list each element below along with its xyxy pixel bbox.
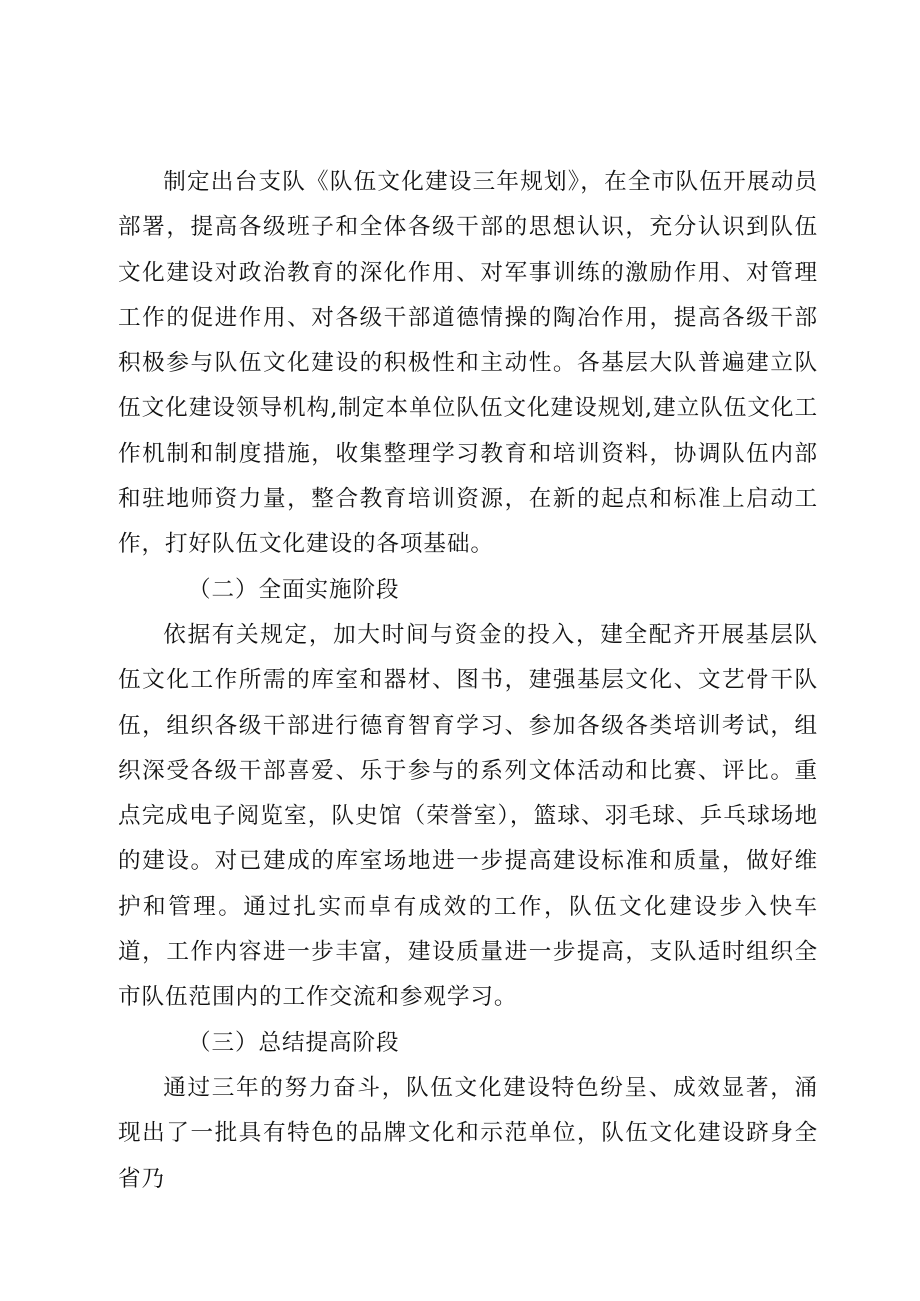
paragraph-summary: 通过三年的努力奋斗，队伍文化建设特色纷呈、成效显著，涌现出了一批具有特色的品牌文化和示范单位，队伍文化建设跻身全省乃 — [118, 1074, 818, 1192]
document-body — [118, 160, 818, 1202]
section-heading-implementation: （二）全面实施阶段 — [188, 576, 400, 603]
paragraph-implementation: 依据有关规定，加大时间与资金的投入，建全配齐开展基层队伍文化工作所需的库室和器材、图书，建强基层文化、文艺骨干队伍，组织各级干部进行德育智育学习、参加各级各类培训考试，组织深受各级干部喜爱、乐于参与的系列文体活动和比赛、评比。重点完成电子阅览室，队史馆（荣誉室），篮球、羽毛球、乒乓球场地的建设。对已建成的库室场地进一步提高建设标准和质量，做好维护和管理。通过扎实而卓有成效的工作，队伍文化建设步入快车道，工作内容进一步丰富，建设质量进一步提高，支队适时组织全市队伍范围内的工作交流和参观学习。 — [118, 621, 818, 1011]
paragraph-preparation: 制定出台支队《队伍文化建设三年规划》，在全市队伍开展动员部署，提高各级班子和全体各级干部的思想认识，充分认识到队伍文化建设对政治教育的深化作用、对军事训练的激励作用、对管理工作的促进作用、对各级干部道德情操的陶冶作用，提高各级干部积极参与队伍文化建设的积极性和主动性。各基层大队普遍建立队伍文化建设领导机构,制定本单位队伍文化建设规划,建立队伍文化工作机制和制度措施，收集整理学习教育和培训资料，协调队伍内部和驻地师资力量，整合教育培训资源，在新的起点和标准上启动工作，打好队伍文化建设的各项基础。 — [118, 169, 818, 558]
section-heading-summary: （三）总结提高阶段 — [188, 1029, 400, 1056]
